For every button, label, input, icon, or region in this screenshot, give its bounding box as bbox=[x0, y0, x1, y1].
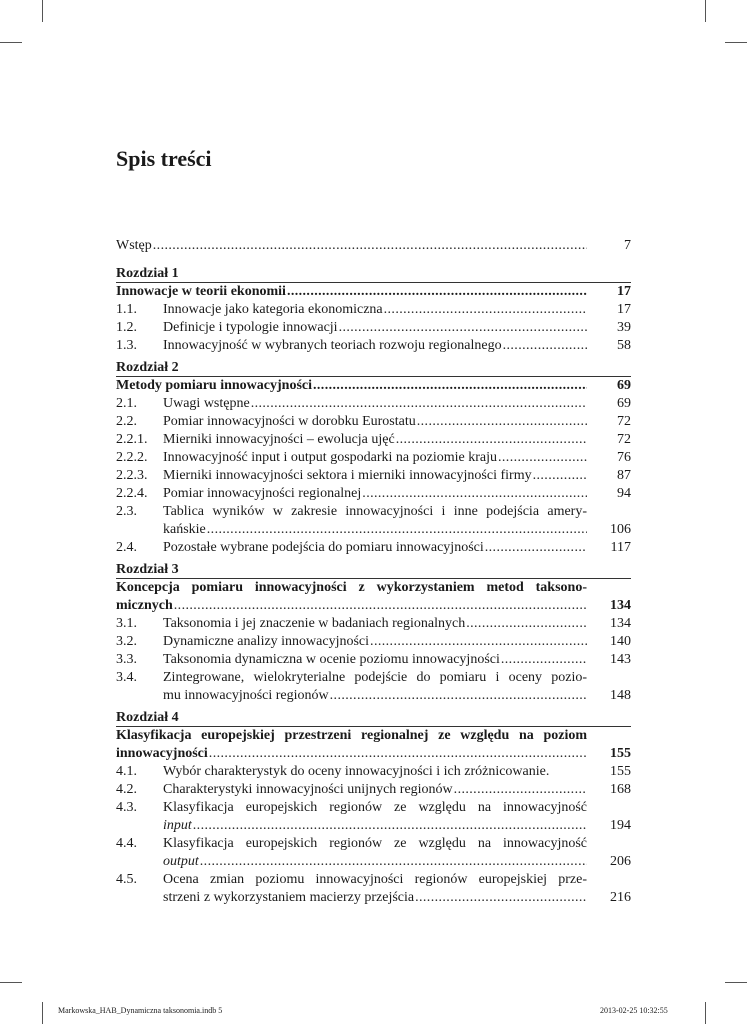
leader-dots bbox=[501, 651, 587, 669]
leader-dots bbox=[362, 485, 587, 503]
toc-entry[interactable]: 2.2.1. Mierniki innowacyjności – ewolucja ujęć ..... 72 bbox=[116, 431, 631, 449]
toc-intro[interactable] bbox=[116, 237, 631, 255]
chapter-title[interactable]: Metody pomiaru innowacyjności ..... 69 bbox=[116, 377, 631, 395]
chapter-label: Rozdział 4 bbox=[116, 709, 631, 727]
toc-entry-cont[interactable]: strzeni z wykorzystaniem macierzy przejścia ..... 216 bbox=[116, 889, 631, 907]
leader-dots bbox=[209, 745, 587, 763]
toc-entry[interactable]: 3.2. Dynamiczne analizy innowacyjności ..... 140 bbox=[116, 633, 631, 651]
crop-mark bbox=[0, 42, 22, 43]
chapter-title[interactable]: Klasyfikacja europejskiej przestrzeni regionalnej ze względu na poziom bbox=[116, 728, 587, 743]
leader-dots bbox=[251, 395, 587, 413]
crop-mark bbox=[42, 0, 43, 22]
chapter-title[interactable]: Koncepcja pomiaru innowacyjności z wykorzystaniem metod taksono- bbox=[116, 580, 587, 595]
chapter-label: Rozdział 3 bbox=[116, 561, 631, 579]
leader-dots bbox=[370, 633, 587, 651]
toc-entry-cont[interactable]: kańskie ..... 106 bbox=[116, 521, 631, 539]
toc-entry[interactable]: 2.4. Pozostałe wybrane podejścia do pomiaru innowacyjności ..... 117 bbox=[116, 539, 631, 557]
leader-dots bbox=[396, 431, 587, 449]
crop-mark bbox=[705, 0, 706, 22]
leader-dots bbox=[339, 319, 587, 337]
toc-entry[interactable]: 3.3. Taksonomia dynamiczna w ocenie poziomu innowacyjności ..... 143 bbox=[116, 651, 631, 669]
toc-entry[interactable]: 4.2. Charakterystyki innowacyjności unijnych regionów ..... 168 bbox=[116, 781, 631, 799]
table-of-contents bbox=[116, 237, 631, 909]
leader-dots bbox=[466, 615, 587, 633]
toc-entry[interactable]: 2.2. Pomiar innowacyjności w dorobku Eurostatu ..... 72 bbox=[116, 413, 631, 431]
toc-entry[interactable]: 4.4. Klasyfikacja europejskich regionów ze względu na innowacyjność bbox=[116, 836, 587, 851]
leader-dots bbox=[498, 449, 587, 467]
leader-dots bbox=[330, 687, 587, 705]
chapter-1 bbox=[116, 265, 631, 355]
toc-entry-cont[interactable]: output ..... 206 bbox=[116, 853, 631, 871]
leader-dots bbox=[174, 597, 587, 615]
chapter-label: Rozdział 1 bbox=[116, 265, 631, 283]
chapter-3 bbox=[116, 561, 631, 705]
leader-dots bbox=[503, 337, 587, 355]
toc-entry[interactable]: 2.3. Tablica wyników w zakresie innowacyjności i inne podejścia amery- bbox=[116, 504, 587, 519]
page-number: 17 bbox=[617, 284, 631, 299]
toc-entry[interactable]: 4.3. Klasyfikacja europejskich regionów ze względu na innowacyjność bbox=[116, 800, 587, 815]
toc-entry-cont[interactable]: mu innowacyjności regionów ..... 148 bbox=[116, 687, 631, 705]
chapter-title-cont[interactable]: innowacyjności ..... 155 bbox=[116, 745, 631, 763]
footer-timestamp: 2013-02-25 10:32:55 bbox=[600, 1006, 668, 1015]
toc-entry[interactable]: 4.1. Wybór charakterystyk do oceny innowacyjności i ich zróżnicowanie. 155 bbox=[116, 764, 631, 779]
leader-dots bbox=[415, 889, 587, 907]
leader-dots bbox=[193, 817, 587, 835]
toc-entry[interactable]: 1.1. Innowacje jako kategoria ekonomiczna ..... 17 bbox=[116, 301, 631, 319]
page-number: 7 bbox=[624, 238, 631, 253]
intro-title: Wstęp bbox=[116, 238, 152, 253]
crop-mark bbox=[0, 982, 22, 983]
page-number: 134 bbox=[610, 598, 631, 613]
leader-dots bbox=[485, 539, 587, 557]
toc-entry[interactable]: 1.3. Innowacyjność w wybranych teoriach rozwoju regionalnego ..... 58 bbox=[116, 337, 631, 355]
toc-entry[interactable]: 2.2.3. Mierniki innowacyjności sektora i mierniki innowacyjności firmy ..... 87 bbox=[116, 467, 631, 485]
crop-mark bbox=[725, 982, 747, 983]
leader-dots bbox=[454, 781, 587, 799]
chapter-title-cont[interactable]: micznych ..... 134 bbox=[116, 597, 631, 615]
leader-dots bbox=[313, 377, 587, 395]
leader-dots bbox=[384, 301, 587, 319]
page-title: Spis treści bbox=[116, 146, 212, 171]
toc-entry[interactable]: 1.2. Definicje i typologie innowacji ..... 39 bbox=[116, 319, 631, 337]
crop-mark bbox=[705, 1002, 706, 1024]
leader-dots bbox=[533, 467, 587, 485]
leader-dots bbox=[207, 521, 587, 539]
toc-entry[interactable]: 2.2.2. Innowacyjność input i output gospodarki na poziomie kraju ..... 76 bbox=[116, 449, 631, 467]
page-number: 69 bbox=[617, 378, 631, 393]
leader-dots bbox=[200, 853, 587, 871]
toc-entry[interactable]: 3.4. Zintegrowane, wielokryterialne podejście do pomiaru i oceny pozio- bbox=[116, 670, 587, 685]
leader-dots bbox=[287, 283, 587, 301]
footer-file-info: Markowska_HAB_Dynamiczna taksonomia.indb 5 bbox=[58, 1006, 223, 1015]
toc-entry[interactable]: 4.5. Ocena zmian poziomu innowacyjności regionów europejskiej prze- bbox=[116, 872, 587, 887]
chapter-2 bbox=[116, 359, 631, 557]
toc-entry-cont[interactable]: input ..... 194 bbox=[116, 817, 631, 835]
toc-entry[interactable]: 2.2.4. Pomiar innowacyjności regionalnej ..... 94 bbox=[116, 485, 631, 503]
crop-mark bbox=[42, 1002, 43, 1024]
leader-dots bbox=[417, 413, 587, 431]
chapter-title[interactable]: Innowacje w teorii ekonomii ..... 17 bbox=[116, 283, 631, 301]
page-number: 155 bbox=[610, 746, 631, 761]
toc-entry[interactable]: 2.1. Uwagi wstępne ..... 69 bbox=[116, 395, 631, 413]
chapter-4 bbox=[116, 709, 631, 907]
chapter-label: Rozdział 2 bbox=[116, 359, 631, 377]
leader-dots bbox=[153, 237, 587, 255]
toc-entry[interactable]: 3.1. Taksonomia i jej znaczenie w badaniach regionalnych ..... 134 bbox=[116, 615, 631, 633]
crop-mark bbox=[725, 42, 747, 43]
